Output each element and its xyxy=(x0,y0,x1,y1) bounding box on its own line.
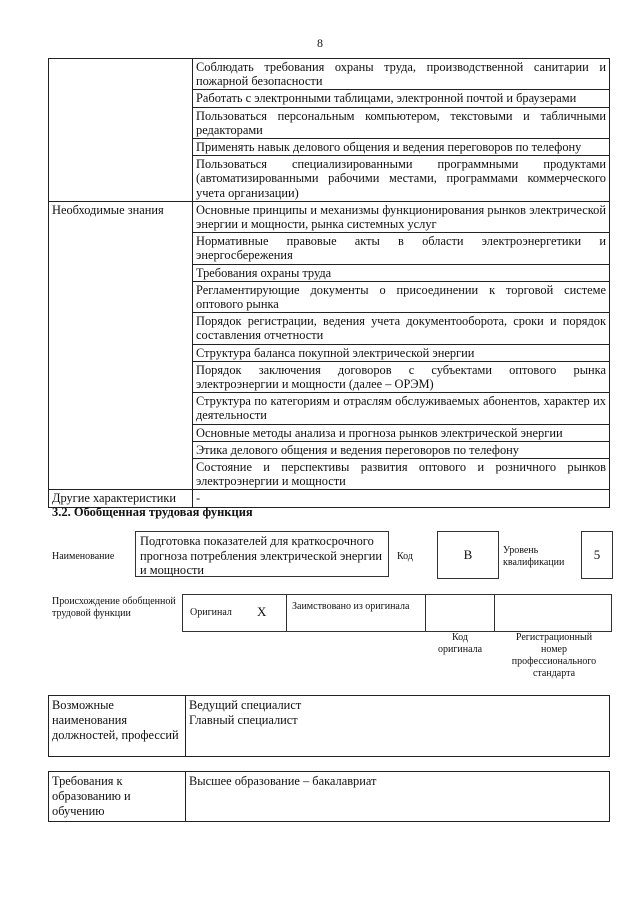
page-number: 8 xyxy=(317,36,323,50)
knowledge-label: Необходимые знания xyxy=(49,201,193,490)
knowledge-item: Нормативные правовые акты в области электроэнергетики и энергосбережения xyxy=(193,233,610,264)
knowledge-item: Регламентирующие документы о присоединении к торговой системе оптового рынка xyxy=(193,281,610,312)
reg-number-caption: Регистрационный номер профессионального стандарта xyxy=(511,632,597,679)
knowledge-item: Основные методы анализа и прогноза рынков электрической энергии xyxy=(193,424,610,441)
positions-values xyxy=(186,696,610,757)
position-item: Ведущий специалист xyxy=(189,698,302,712)
education-label: Требования к образованию и обучению xyxy=(49,772,186,822)
name-label: Наименование xyxy=(52,551,115,562)
knowledge-item: Требования охраны труда xyxy=(193,264,610,281)
knowledge-item: Структура по категориям и отраслям обслуживаемых абонентов, характер их деятельности xyxy=(193,393,610,424)
knowledge-item: Состояние и перспективы развития оптового и розничного рынков электроэнергии и мощности xyxy=(193,459,610,490)
name-value: Подготовка показателей для краткосрочного прогноза потребления электрической энергии и мощности xyxy=(135,531,389,577)
skill-item: Соблюдать требования охраны труда, производственной санитарии и пожарной безопасности xyxy=(193,59,610,90)
original-mark: X xyxy=(257,604,267,619)
education-table xyxy=(48,771,610,822)
other-value: - xyxy=(193,490,610,507)
skills-table xyxy=(48,58,610,508)
skill-item: Применять навык делового общения и ведения переговоров по телефону xyxy=(193,139,610,156)
position-item: Главный специалист xyxy=(189,713,298,727)
skill-item: Пользоваться персональным компьютером, текстовыми и табличными редакторами xyxy=(193,107,610,138)
original-label: Оригинал xyxy=(190,607,232,618)
divider xyxy=(425,594,426,631)
divider xyxy=(286,594,287,631)
knowledge-item: Порядок регистрации, ведения учета документооборота, сроки и порядок составления отчетности xyxy=(193,313,610,344)
code-value: B xyxy=(437,531,499,579)
code-label: Код xyxy=(397,551,413,562)
knowledge-item: Основные принципы и механизмы функционирования рынков электрической энергии и мощности, рынка системных услуг xyxy=(193,201,610,232)
empty-label-cell xyxy=(49,59,193,202)
positions-label: Возможные наименования должностей, профессий xyxy=(49,696,186,757)
level-value: 5 xyxy=(581,531,613,579)
knowledge-item: Структура баланса покупной электрической энергии xyxy=(193,344,610,361)
divider xyxy=(494,594,495,631)
code-original-caption: Код оригинала xyxy=(437,632,483,655)
skill-item: Пользоваться специализированными программными продуктами (автоматизированными рабочими местами, программами коммерческого учета организации) xyxy=(193,156,610,202)
origin-box xyxy=(182,594,612,632)
knowledge-item: Этика делового общения и ведения переговоров по телефону xyxy=(193,441,610,458)
origin-label: Происхождение обобщенной трудовой функции xyxy=(52,596,176,619)
skill-item: Работать с электронными таблицами, электронной почтой и браузерами xyxy=(193,90,610,107)
positions-table xyxy=(48,695,610,757)
education-value: Высшее образование – бакалавриат xyxy=(186,772,610,822)
section-title: 3.2. Обобщенная трудовая функция xyxy=(52,505,253,519)
knowledge-item: Порядок заключения договоров с субъектами оптового рынка электроэнергии и мощности (далее – ОРЭМ) xyxy=(193,361,610,392)
borrowed-label: Заимствовано из оригинала xyxy=(292,601,410,612)
other-label: Другие характеристики xyxy=(49,490,193,507)
level-label: Уровень квалификации xyxy=(503,545,565,568)
